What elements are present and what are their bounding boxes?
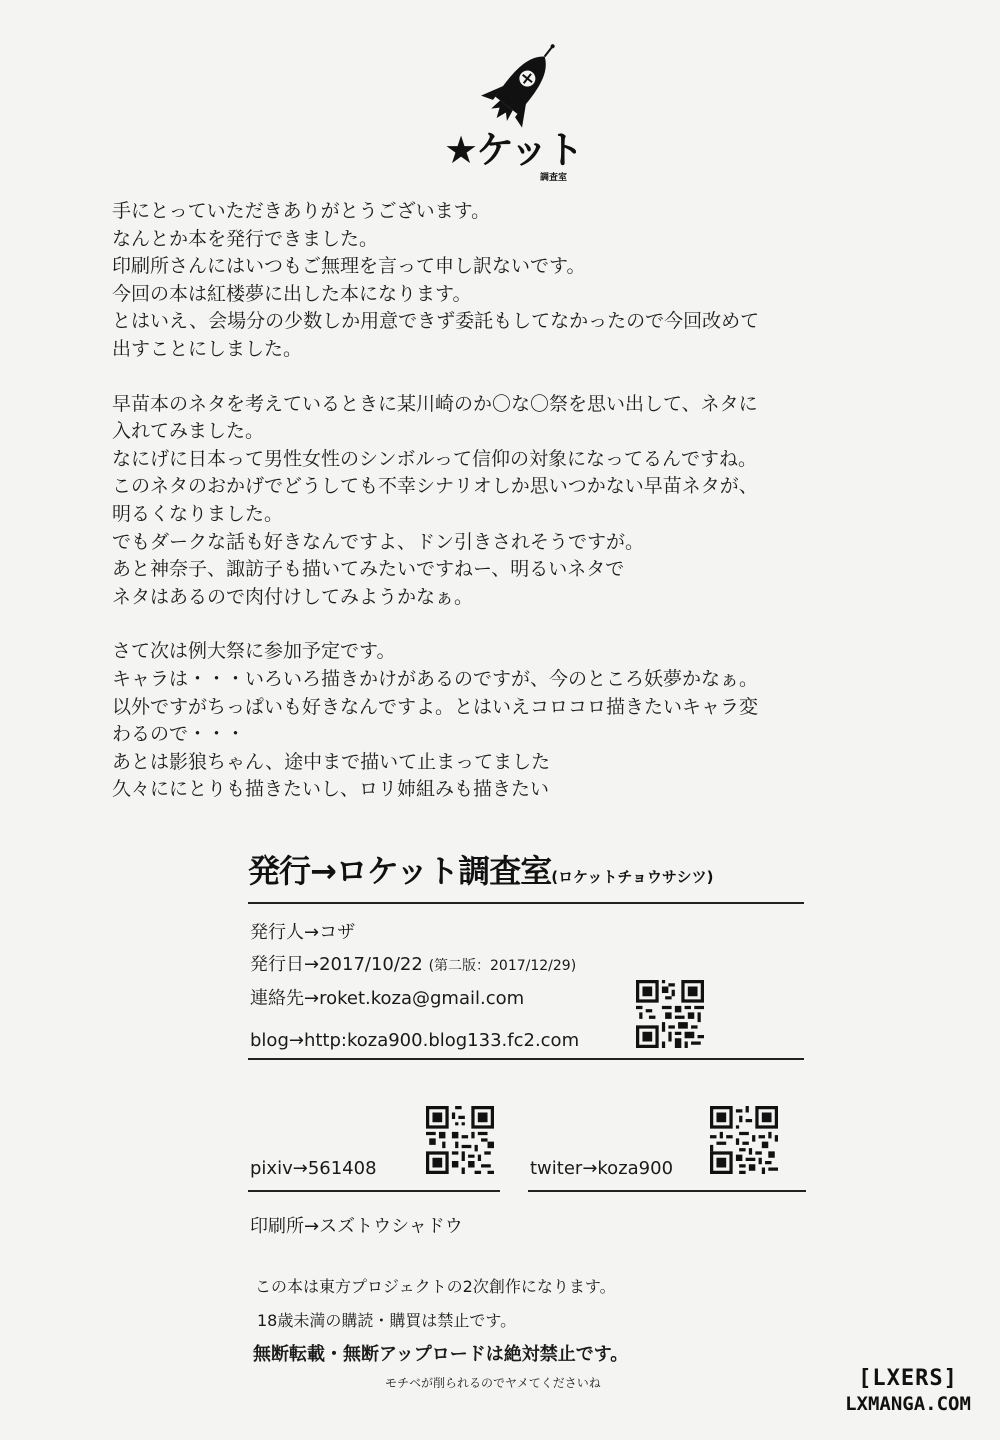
logo-subtitle: 調査室 <box>540 173 568 183</box>
text-line: 久々ににとりも描きたいし、ロリ姉組みも描きたい <box>112 778 550 801</box>
text-line: ネタはあるので肉付けしてみようかなぁ。 <box>112 585 474 608</box>
afterword-paragraph <box>112 391 932 612</box>
text-line: なにげに日本って男性女性のシンボルって信仰の対象になってるんですね。 <box>112 447 757 470</box>
contact-line[interactable]: 連絡先→roket.koza@gmail.com <box>250 988 525 1009</box>
text-line: 明るくなりました。 <box>112 502 284 525</box>
text-line: 印刷所さんにはいつもご無理を言って申し訳ないです。 <box>112 255 586 278</box>
date-line <box>250 950 576 976</box>
text-line: 出すことにしました。 <box>112 337 303 360</box>
publisher-line: 発行人→コザ <box>250 922 356 943</box>
twitter-line[interactable]: twiter→koza900 <box>530 1158 674 1179</box>
text-line: あと神奈子、諏訪子も描いてみたいですねー、明るいネタで <box>112 558 625 581</box>
blog-line[interactable]: blog→http:koza900.blog133.fc2.com <box>250 1030 580 1051</box>
issue-date: 発行日→2017/10/22 <box>250 954 423 975</box>
colophon-title <box>248 846 713 892</box>
text-line: あとは影狼ちゃん、途中まで描いて止まってました <box>112 750 551 773</box>
afterword-text <box>112 198 932 804</box>
site-watermark <box>828 1366 988 1415</box>
divider <box>248 1190 500 1192</box>
motivation-note: モチベが削られるのでヤメてくださいね <box>385 1376 601 1390</box>
afterword-paragraph <box>112 638 932 804</box>
circle-logo <box>440 40 600 183</box>
rocket-icon <box>440 40 600 140</box>
text-line: キャラは・・・いろいろ描きかけがあるのですが、今のところ妖夢かなぁ。 <box>112 667 759 690</box>
text-line: 手にとっていただきありがとうございます。 <box>112 200 491 222</box>
colophon-title-reading: (ロケットチョウサシツ) <box>551 868 714 886</box>
text-line: なんとか本を発行できました。 <box>112 227 379 250</box>
pixiv-qr-code[interactable] <box>426 1106 494 1174</box>
watermark-tag: [LXERS] <box>858 1366 958 1391</box>
divider <box>248 902 804 904</box>
watermark-url: LXMANGA.COM <box>845 1393 971 1415</box>
text-line: 今回の本は紅楼夢に出した本になります。 <box>112 282 472 305</box>
twitter-qr-code[interactable] <box>710 1106 778 1174</box>
no-reupload-notice: 無断転載・無断アップロードは絶対禁止です。 <box>253 1344 629 1365</box>
text-line: でもダークな話も好きなんですよ、ドン引きされそうですが。 <box>112 530 645 553</box>
text-line: さて次は例大祭に参加予定です。 <box>112 640 396 663</box>
afterword-paragraph <box>112 198 932 364</box>
printer-line: 印刷所→スズトウシャドウ <box>250 1216 463 1237</box>
divider <box>248 1058 804 1060</box>
colophon-title-main: 発行→ロケット調査室 <box>248 852 552 890</box>
divider <box>528 1190 806 1192</box>
text-line: 早苗本のネタを考えているときに某川崎のか〇な〇祭を思い出して、ネタに <box>112 392 758 415</box>
logo-wordmark: ★ケット <box>444 128 583 172</box>
derivative-work-notice: この本は東方プロジェクトの2次創作になります。 <box>255 1277 616 1296</box>
text-line: とはいえ、会場分の少数しか用意できず委託もしてなかったので今回改めて <box>112 310 760 333</box>
pixiv-line[interactable]: pixiv→561408 <box>250 1158 377 1179</box>
text-line: 入れてみました。 <box>112 420 265 443</box>
blog-qr-code[interactable] <box>636 980 704 1048</box>
text-line: 以外ですがちっぱいも好きなんですよ。とはいえコロコロ描きたいキャラ変 <box>112 695 759 718</box>
text-line: このネタのおかげでどうしても不幸シナリオしか思いつかない早苗ネタが、 <box>112 475 758 498</box>
text-line: わるので・・・ <box>112 723 246 746</box>
second-edition-date: (第二版：2017/12/29) <box>428 958 577 974</box>
age-restriction-notice: 18歳未満の購読・購買は禁止です。 <box>257 1311 517 1330</box>
